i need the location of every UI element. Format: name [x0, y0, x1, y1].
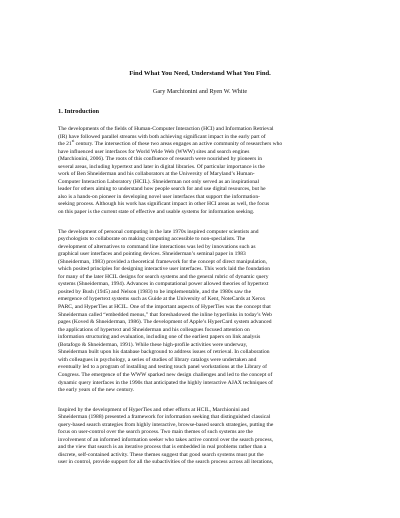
paragraph-line: Computer Interaction Laboratory (HCIL). Shneiderman not only served as an inspirational [58, 178, 260, 185]
paragraph-line: psychologists to collaborate on making computing accessible to non-specialists. The [58, 236, 246, 243]
paragraph-line: PARC, and HyperTies at HCIL. One of the important aspects of HyperTies was the concept that [58, 304, 271, 311]
paragraph-line: for many of the later HCIL designs for search systems and the general rubric of dynamic query [58, 273, 269, 280]
paragraph-line: Shneiderman called “embedded menus,” that foreshadowed the inline hyperlinks in today’s Web [58, 311, 272, 318]
paragraph-line: discrete, self-contained activity. These themes suggest that good search systems must put the [58, 451, 264, 458]
paragraph-line: (Shneiderman, 1983) provided a theoretical framework for the concept of direct manipulation, [58, 258, 268, 265]
paragraph-line: work of Ben Shneiderman and his collaborators at the University of Maryland’s Human- [58, 171, 255, 178]
paragraph-line: the early years of the new century. [58, 387, 135, 394]
paragraph-line: have influenced user interfaces for World Wide Web (WWW) sites and search engines [58, 148, 250, 155]
paragraph-line: information structuring and evaluation, including one of the earliest papers on link analysis [58, 334, 261, 341]
paragraph [58, 229, 342, 395]
section-heading: 1. Introduction [58, 108, 100, 115]
paragraph-line: also is a hands-on pioneer in developing novel user interfaces that support the information- [58, 193, 260, 200]
paragraph-line: development of alternatives to command line interactions was led by innovations such as [58, 243, 256, 250]
paragraph-line: The developments of the fields of Human-Computer Interaction (HCI) and Information Retrieval [58, 126, 274, 132]
paragraph-line: pages (Koved & Shneiderman, 1986). The development of Apple’s HyperCard system advanced [58, 319, 272, 326]
paragraph-line: (Marchionini, 2006). The roots of this confluence of research were nourished by pioneers in [58, 156, 262, 163]
paragraph-line: with colleagues in psychology, a series of studies of library catalogs were undertaken and [58, 356, 257, 363]
paragraph-line: focus on user-control over the search process. Two main themes of such systems are the [58, 429, 253, 436]
paragraph [58, 126, 342, 217]
paragraph-line: the applications of hypertext and Shneiderman and his colleagues focused attention on [58, 326, 250, 333]
paragraph-line: The development of personal computing in the late 1970s inspired computer scientists and [58, 228, 259, 235]
paragraph-line: which posited principles for designing interactive user interfaces. This work laid the foundation [58, 266, 271, 273]
paragraph-line: several areas, including hypertext and later in digital libraries. Of particular importance is the [58, 163, 265, 170]
paper-authors: Gary Marchionini and Ryen W. White [152, 88, 248, 95]
paragraph-line: Shneiderman built upon his database background to address issues of retrieval. In collaboration [58, 349, 270, 356]
paragraph-line: the 21st century. The intersection of these two areas engages an active community of researchers who [58, 139, 283, 148]
paragraph-line: Congress. The emergence of the WWW sparked new design challenges and led to the concept of [58, 371, 273, 378]
paragraph-line: and the view that search is an iterative process that is embedded in real problems rather than a [58, 444, 267, 451]
paragraph-line: posited by Bush (1945) and Nelson (1983) to be implementable, and the 1980s saw the [58, 288, 252, 295]
paragraph-line: on this paper is the current state of effective and usable systems for information seeking. [58, 209, 255, 216]
paragraph-line: graphical user interfaces and pointing devices. Shneiderman’s seminal paper in 1983 [58, 251, 246, 258]
paragraph [58, 407, 342, 467]
paragraph-line: dynamic query interfaces in the 1990s that anticipated the highly interactive AJAX techniques of [58, 379, 273, 386]
paragraph-line: eventually led to a program of installing and testing touch panel workstations at the Library of [58, 364, 268, 371]
paragraph-line: involvement of an informed information seeker who takes active control over the search process, [58, 436, 274, 443]
paragraph-line: systems (Shneiderman, 1994). Advances in computational power allowed theories of hypertext [58, 281, 269, 288]
paragraph-line: seeking process. Although his work has significant impact in other HCI areas as well, the focus [58, 201, 270, 208]
paragraph-line: (Botafogo & Shneiderman, 1991). While these high-profile activities were underway, [58, 341, 248, 348]
paragraph-line: emergence of hypertext systems such as Guide at the University of Kent, NoteCards at Xerox [58, 296, 266, 303]
paragraph-line: Shneiderman (1988) presented a framework for information seeking that distinguished classical [58, 414, 271, 421]
paper-body [58, 126, 342, 467]
paper-title: Find What You Need, Understand What You Find. [129, 70, 271, 77]
paragraph-line: Inspired by the development of HyperTies and other efforts at HCIL, Marchionini and [58, 406, 250, 413]
paragraph-line: leader for others aiming to understand how people search for and use digital resources, but he [58, 186, 266, 193]
paragraph-line: query-based search strategies from highly interactive, browse-based search strategies, putting the [58, 421, 274, 428]
paragraph-line: user in control, provide support for all the subactivities of the search process across all iterations, [58, 459, 274, 466]
paragraph-line: (IR) have followed parallel streams with both achieving significant impact in the early part of [58, 133, 266, 140]
